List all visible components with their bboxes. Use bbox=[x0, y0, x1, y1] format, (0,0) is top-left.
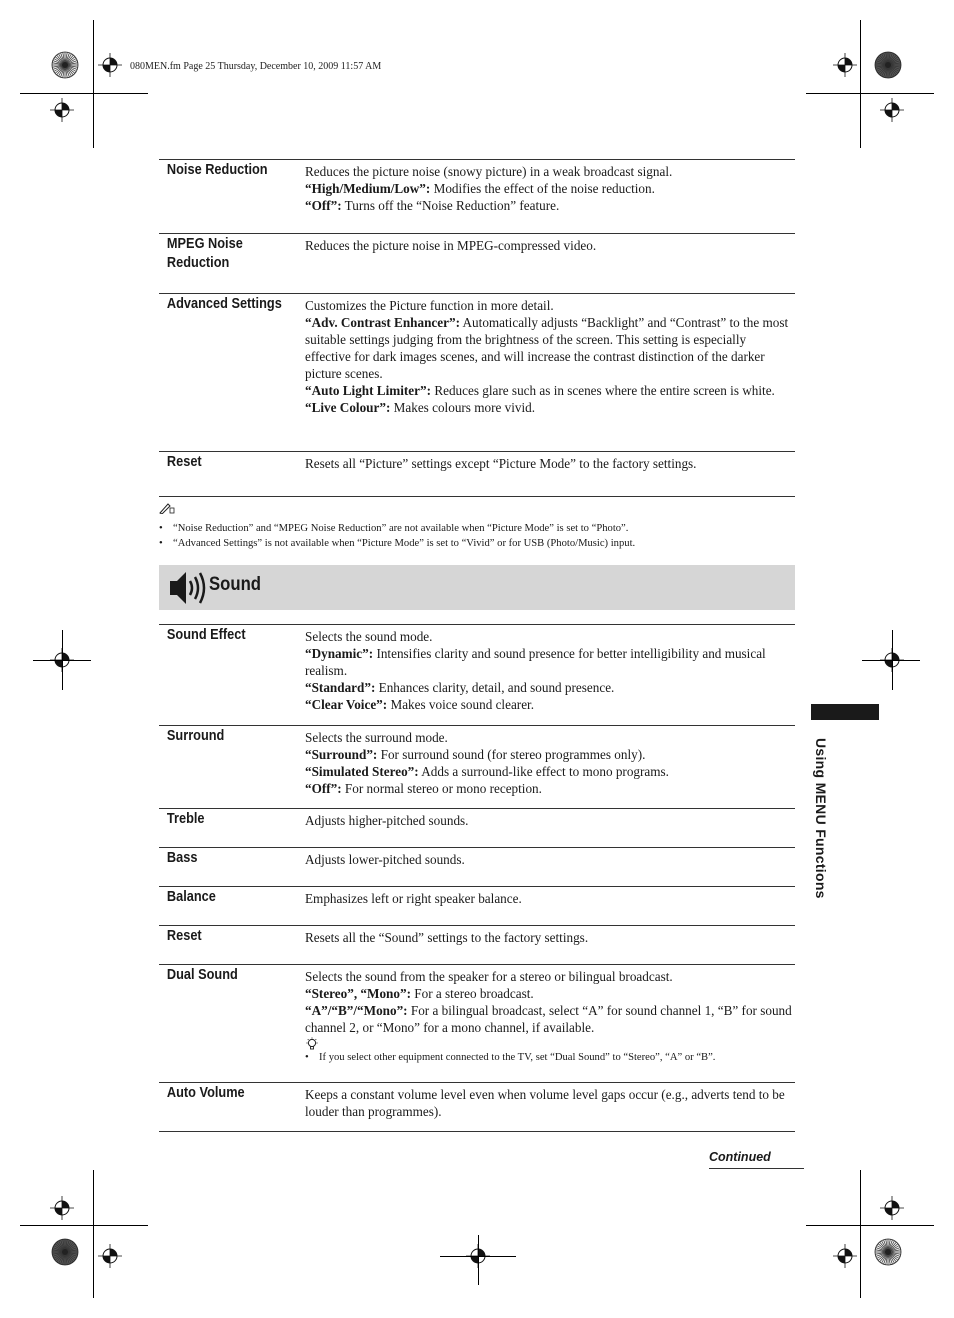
setting-name: Bass bbox=[166, 850, 198, 866]
crop-mark-line bbox=[20, 1225, 148, 1226]
option-name: “Auto Light Limiter”: bbox=[305, 383, 432, 398]
section-title: Sound bbox=[209, 574, 262, 595]
registration-target-icon bbox=[98, 1244, 122, 1268]
registration-target-icon bbox=[880, 98, 904, 122]
table-row bbox=[159, 725, 795, 808]
setting-description bbox=[305, 726, 795, 808]
setting-name: Advanced Settings bbox=[166, 296, 282, 312]
description-line bbox=[305, 163, 795, 180]
description-line bbox=[305, 985, 795, 1002]
option-text: Adjusts higher-pitched sounds. bbox=[305, 813, 469, 828]
setting-description bbox=[305, 848, 795, 886]
description-line bbox=[305, 746, 795, 763]
option-text: Reduces glare such as in scenes where the entire screen is white. bbox=[431, 383, 775, 398]
registration-target-icon bbox=[833, 53, 857, 77]
option-text: Resets all “Picture” settings except “Picture Mode” to the factory settings. bbox=[305, 456, 697, 471]
table-row bbox=[159, 159, 795, 233]
option-text: Intensifies clarity and sound presence for better intelligibility and musical realism. bbox=[305, 646, 766, 678]
option-text: Adds a surround-like effect to mono programs. bbox=[418, 764, 669, 779]
crop-mark-line bbox=[892, 630, 893, 690]
file-stamp: 080MEN.fm Page 25 Thursday, December 10, 2009 11:57 AM bbox=[130, 61, 382, 72]
table-row bbox=[159, 451, 795, 497]
description-line bbox=[305, 812, 795, 829]
option-text: Makes colours more vivid. bbox=[390, 400, 536, 415]
setting-name: Balance bbox=[166, 889, 216, 905]
crop-mark-line bbox=[20, 93, 148, 94]
setting-description bbox=[305, 234, 795, 293]
setting-name: Noise Reduction bbox=[166, 162, 268, 178]
description-line bbox=[305, 780, 795, 797]
table-row bbox=[159, 293, 795, 451]
option-text: Selects the sound from the speaker for a stereo or bilingual broadcast. bbox=[305, 969, 673, 984]
option-text: Reduces the picture noise (snowy picture) in a weak broadcast signal. bbox=[305, 164, 673, 179]
description-line bbox=[305, 763, 795, 780]
description-line bbox=[305, 237, 795, 254]
color-starburst-icon bbox=[874, 51, 902, 79]
option-name: “Stereo”, “Mono”: bbox=[305, 986, 411, 1001]
option-text: Reduces the picture noise in MPEG-compressed video. bbox=[305, 238, 597, 253]
description-line bbox=[305, 851, 795, 868]
option-text: For a stereo broadcast. bbox=[410, 986, 534, 1001]
note-pencil-icon bbox=[159, 502, 175, 514]
table-row bbox=[159, 886, 795, 925]
color-starburst-icon bbox=[51, 1238, 79, 1266]
registration-target-icon bbox=[98, 53, 122, 77]
setting-name: Treble bbox=[166, 811, 205, 827]
color-starburst-icon bbox=[874, 1238, 902, 1266]
registration-target-icon bbox=[50, 98, 74, 122]
option-name: “Surround”: bbox=[305, 747, 378, 762]
setting-description bbox=[305, 887, 795, 925]
description-line bbox=[305, 645, 795, 679]
description-line bbox=[305, 929, 795, 946]
setting-name: Reset bbox=[166, 454, 202, 470]
crop-mark-line bbox=[862, 660, 920, 661]
option-text: Adjusts lower-pitched sounds. bbox=[305, 852, 465, 867]
option-name: “Off”: bbox=[305, 198, 342, 213]
description-line bbox=[305, 679, 795, 696]
option-text: Modifies the effect of the noise reduction. bbox=[430, 181, 655, 196]
option-text: For a bilingual broadcast, select “A” for sound channel 1, “B” for sound channel 2, or “Mono” for a mono channel, if available. bbox=[305, 1003, 792, 1035]
setting-name: MPEG Noise Reduction bbox=[166, 236, 243, 271]
table-row bbox=[159, 233, 795, 293]
description-line bbox=[305, 455, 795, 472]
crop-mark-line bbox=[62, 630, 63, 690]
option-name: “Simulated Stereo”: bbox=[305, 764, 419, 779]
side-tab-marker bbox=[811, 704, 879, 720]
setting-description bbox=[305, 160, 795, 233]
setting-name: Reset bbox=[166, 928, 202, 944]
setting-description bbox=[305, 452, 795, 496]
description-line bbox=[305, 696, 795, 713]
option-text: Emphasizes left or right speaker balance. bbox=[305, 891, 522, 906]
crop-mark-line bbox=[806, 1225, 934, 1226]
description-line bbox=[305, 180, 795, 197]
description-line bbox=[305, 628, 795, 645]
color-starburst-icon bbox=[51, 51, 79, 79]
option-text: Selects the sound mode. bbox=[305, 629, 433, 644]
setting-name: Surround bbox=[166, 728, 225, 744]
option-name: “High/Medium/Low”: bbox=[305, 181, 431, 196]
setting-description bbox=[305, 625, 795, 725]
speaker-icon bbox=[167, 569, 207, 607]
table-row bbox=[159, 1082, 795, 1132]
table-row bbox=[159, 964, 795, 1082]
description-line bbox=[305, 1086, 795, 1120]
table-row bbox=[159, 847, 795, 886]
tip-lightbulb-icon bbox=[305, 1037, 319, 1051]
table-row bbox=[159, 624, 795, 725]
setting-description bbox=[305, 926, 795, 964]
registration-target-icon bbox=[833, 1244, 857, 1268]
crop-mark-line bbox=[478, 1235, 479, 1285]
option-text: For normal stereo or mono reception. bbox=[341, 781, 542, 796]
registration-target-icon bbox=[880, 1196, 904, 1220]
setting-description bbox=[305, 965, 795, 1082]
description-line bbox=[305, 890, 795, 907]
option-text: Customizes the Picture function in more detail. bbox=[305, 298, 554, 313]
picture-settings-table bbox=[159, 159, 795, 497]
description-line bbox=[305, 314, 795, 382]
description-line bbox=[305, 729, 795, 746]
tip-item: • If you select other equipment connected to the TV, set “Dual Sound” to “Stereo”, “A” or “B”. bbox=[305, 1051, 795, 1065]
description-line bbox=[305, 197, 795, 214]
option-name: “Live Colour”: bbox=[305, 400, 391, 415]
side-label: Using MENU Functions bbox=[813, 738, 829, 899]
option-text: Makes voice sound clearer. bbox=[387, 697, 535, 712]
setting-name: Auto Volume bbox=[166, 1085, 245, 1101]
option-text: Enhances clarity, detail, and sound presence. bbox=[375, 680, 615, 695]
crop-mark-line bbox=[806, 93, 934, 94]
sound-settings-table bbox=[159, 624, 795, 1132]
crop-mark-line bbox=[860, 20, 861, 148]
option-text: Resets all the “Sound” settings to the factory settings. bbox=[305, 930, 589, 945]
option-text: Keeps a constant volume level even when volume level gaps occur (e.g., adverts tend to be louder than programmes). bbox=[305, 1087, 785, 1119]
description-line bbox=[305, 399, 795, 416]
option-name: “A”/“B”/“Mono”: bbox=[305, 1003, 408, 1018]
option-text: For surround sound (for stereo programmes only). bbox=[377, 747, 646, 762]
continued-label: Continued bbox=[709, 1150, 804, 1169]
crop-mark-line bbox=[93, 1170, 94, 1298]
crop-mark-line bbox=[93, 20, 94, 148]
option-name: “Clear Voice”: bbox=[305, 697, 388, 712]
setting-description bbox=[305, 294, 795, 451]
table-row bbox=[159, 925, 795, 964]
option-text: Selects the surround mode. bbox=[305, 730, 448, 745]
registration-target-icon bbox=[50, 1196, 74, 1220]
option-text: Automatically adjusts “Backlight” and “Contrast” to the most suitable settings judging from the brightness of the screen. This setting is especially effective for dark images scenes, and will increase the contrast distinction of the darker picture scenes. bbox=[305, 315, 789, 381]
crop-mark-line bbox=[860, 1170, 861, 1298]
note-item: • “Advanced Settings” is not available when “Picture Mode” is set to “Vivid” or for USB (Photo/Music) input. bbox=[159, 536, 799, 551]
option-text: Turns off the “Noise Reduction” feature. bbox=[341, 198, 560, 213]
setting-description bbox=[305, 1083, 795, 1131]
sound-section-header bbox=[159, 565, 795, 610]
option-name: “Standard”: bbox=[305, 680, 376, 695]
description-line bbox=[305, 297, 795, 314]
description-line bbox=[305, 1002, 795, 1036]
description-line bbox=[305, 382, 795, 399]
table-row bbox=[159, 808, 795, 847]
notes bbox=[159, 502, 799, 551]
setting-name: Sound Effect bbox=[166, 627, 246, 643]
option-name: “Adv. Contrast Enhancer”: bbox=[305, 315, 460, 330]
description-line bbox=[305, 968, 795, 985]
note-item: • “Noise Reduction” and “MPEG Noise Reduction” are not available when “Picture Mode” is set to “Photo”. bbox=[159, 521, 799, 536]
option-name: “Off”: bbox=[305, 781, 342, 796]
setting-name: Dual Sound bbox=[166, 967, 238, 983]
setting-description bbox=[305, 809, 795, 847]
option-name: “Dynamic”: bbox=[305, 646, 374, 661]
